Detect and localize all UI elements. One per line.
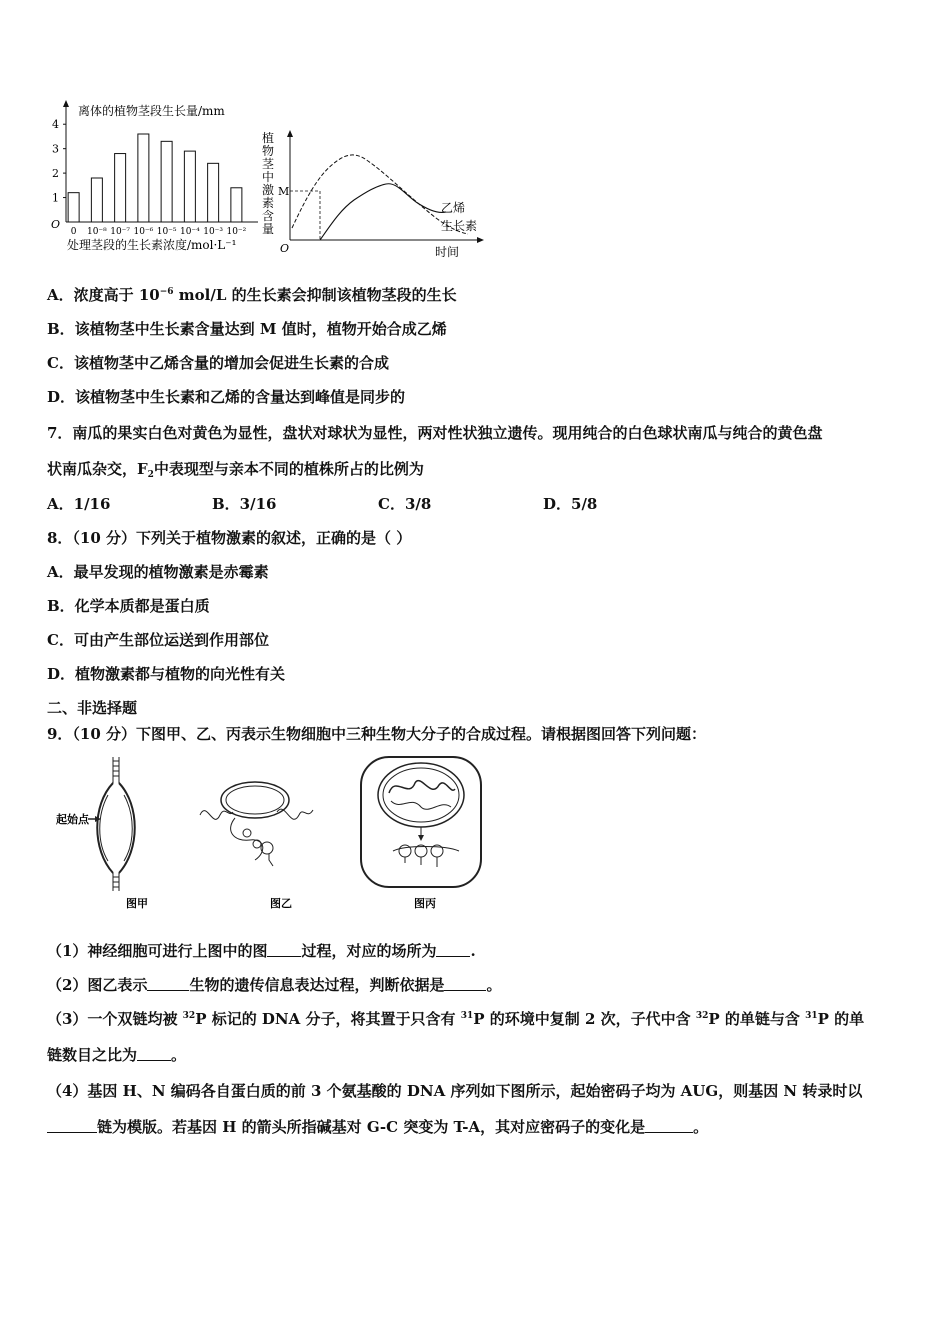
bar-chart-category-label: 10⁻³ <box>203 227 224 237</box>
bar-chart-y-tick-label: 3 <box>52 142 59 156</box>
line-chart-m-label: M <box>278 185 290 198</box>
bar-chart-title: 离体的植物茎段生长量/mm <box>78 104 225 118</box>
bar-chart-category-label: 10⁻⁷ <box>110 227 131 237</box>
answer-blank[interactable] <box>267 942 301 957</box>
line-chart-y-label-char: 含 <box>262 209 275 223</box>
q8-option-d: D．植物激素都与植物的向光性有关 <box>47 665 286 683</box>
q6-option-b: B．该植物茎中生长素含量达到 M 值时，植物开始合成乙烯 <box>47 320 447 338</box>
circular-dna <box>221 782 289 818</box>
line-chart-origin: O <box>280 242 290 255</box>
line-chart-x-arrow <box>477 237 484 243</box>
ethylene-curve <box>320 184 446 240</box>
line-chart-y-label-char: 量 <box>262 222 275 236</box>
bar-chart-y-tick-label: 2 <box>52 167 59 181</box>
q7-option-c: C．3/8 <box>378 495 432 513</box>
bar-7 <box>231 188 242 222</box>
q7-stem-line2: 状南瓜杂交，$F_2$中表现型与亲本不同的植株所占的比例为 <box>47 460 424 480</box>
q9-sub2: （2）图乙表示 生物的遗传信息表达过程，判断依据是 。 <box>47 976 502 994</box>
line-chart-y-label-char: 中 <box>262 170 275 184</box>
bar-1 <box>91 178 102 222</box>
bar-6 <box>208 163 219 222</box>
replication-bubble <box>97 783 135 873</box>
figure-bing-caption: 图丙 <box>414 897 436 910</box>
q6-option-d: D．该植物茎中生长素和乙烯的含量达到峰值是同步的 <box>47 388 406 406</box>
ribosome-icon <box>243 829 251 837</box>
q8-stem: 8．（10 分）下列关于植物激素的叙述，正确的是（ ） <box>47 529 412 547</box>
line-chart-legend-ethylene: 乙烯 <box>441 201 466 215</box>
bar-chart-y-tick-label: 4 <box>52 118 59 132</box>
hormone-content-line-chart <box>258 128 488 260</box>
line-chart-y-label <box>262 130 275 236</box>
figure-yi-transcription-translation <box>195 770 325 915</box>
line-chart-y-label-char: 激 <box>262 183 275 197</box>
bar-0 <box>68 193 79 222</box>
figure-jia-replication <box>50 755 160 915</box>
q7-stem-line1: 7．南瓜的果实白色对黄色为显性，盘状对球状为显性，两对性状独立遗传。现用纯合的白色球状南瓜与纯合的黄色盘 <box>47 424 823 442</box>
bar-chart-category-label: 0 <box>70 227 77 237</box>
answer-blank[interactable] <box>444 976 486 991</box>
dna-helix-left <box>200 811 233 820</box>
q9-sub3-line1: （3）一个双链均被 $^{32}$P 标记的 DNA 分子，将其置于只含有 $^{31}$P 的环境中复制 2 次，子代中含 $^{32}$P 的单链与含 $^{31}$P 的单 <box>47 1010 865 1028</box>
figure-jia-caption: 图甲 <box>126 897 148 910</box>
q8-option-b: B．化学本质都是蛋白质 <box>47 597 210 615</box>
q6-option-c: C．该植物茎中乙烯含量的增加会促进生长素的合成 <box>47 354 389 372</box>
bar-chart-y-arrow <box>63 100 69 107</box>
line-chart-y-arrow <box>287 130 293 137</box>
bar-chart-category-label: 10⁻⁸ <box>86 227 107 237</box>
bar-chart-x-label: 处理茎段的生长素浓度/mol·L⁻¹ <box>67 238 237 252</box>
q9-sub4-line2: 链为模版。若基因 H 的箭头所指碱基对 G-C 突变为 T-A，其对应密码子的变化是 。 <box>47 1117 708 1137</box>
dna-ladder-bottom <box>113 873 119 891</box>
bar-5 <box>184 151 195 222</box>
line-chart-y-label-char: 植 <box>262 131 275 145</box>
bar-chart-origin: O <box>51 218 61 231</box>
bar-4 <box>161 141 172 222</box>
bar-chart-category-label: 10⁻⁴ <box>179 227 200 237</box>
line-chart-y-label-char: 茎 <box>262 157 275 171</box>
figure-yi-caption: 图乙 <box>270 897 292 910</box>
bar-chart-category-label: 10⁻⁵ <box>156 227 177 237</box>
figure-bing-eukaryotic-expression <box>355 755 490 915</box>
q6-option-a: A．浓度高于 $10^{-6}$ mol/L 的生长素会抑制该植物茎段的生长 <box>47 286 457 304</box>
answer-blank[interactable] <box>436 942 470 957</box>
q9-sub1: （1）神经细胞可进行上图中的图 过程，对应的场所为 . <box>47 942 476 960</box>
dna-ladder-top <box>113 757 119 783</box>
q9-stem: 9．（10 分）下图甲、乙、丙表示生物细胞中三种生物大分子的合成过程。请根据图回答下列问题： <box>47 725 707 743</box>
chromatin <box>389 781 455 793</box>
answer-blank[interactable] <box>147 976 189 991</box>
q8-option-c: C．可由产生部位运送到作用部位 <box>47 631 269 649</box>
q9-sub3-line2: 链数目之比为 。 <box>47 1046 187 1064</box>
line-chart-legend-auxin: 生长素 <box>441 219 478 233</box>
line-chart-y-label-char: 素 <box>262 196 275 210</box>
bar-2 <box>115 154 126 222</box>
answer-blank[interactable] <box>137 1046 171 1061</box>
line-chart-y-label-char: 物 <box>262 144 275 158</box>
bar-chart-y-tick-label: 1 <box>52 191 59 205</box>
origin-label: 起始点 <box>56 813 89 826</box>
answer-blank[interactable] <box>47 1118 97 1133</box>
bar-chart-category-label: 10⁻² <box>226 227 247 237</box>
nucleus <box>378 763 464 827</box>
polysome-icon <box>399 845 411 857</box>
q7-option-d: D．5/8 <box>543 495 598 513</box>
stem-growth-bar-chart <box>40 98 265 258</box>
answer-blank[interactable] <box>645 1118 693 1133</box>
q9-sub4-line1: （4）基因 H、N 编码各自蛋白质的前 3 个氨基酸的 DNA 序列如下图所示，起始密码子均为 AUG，则基因 N 转录时以 <box>47 1082 863 1100</box>
q7-option-b: B．3/16 <box>212 495 277 513</box>
line-chart-x-label: 时间 <box>435 245 460 259</box>
bar-3 <box>138 134 149 222</box>
mrna-strand <box>231 818 263 860</box>
q8-option-a: A．最早发现的植物激素是赤霉素 <box>47 563 269 581</box>
section-heading-nonchoice: 二、非选择题 <box>47 699 138 717</box>
q7-option-a: A．1/16 <box>47 495 111 513</box>
bar-chart-category-label: 10⁻⁶ <box>133 227 154 237</box>
